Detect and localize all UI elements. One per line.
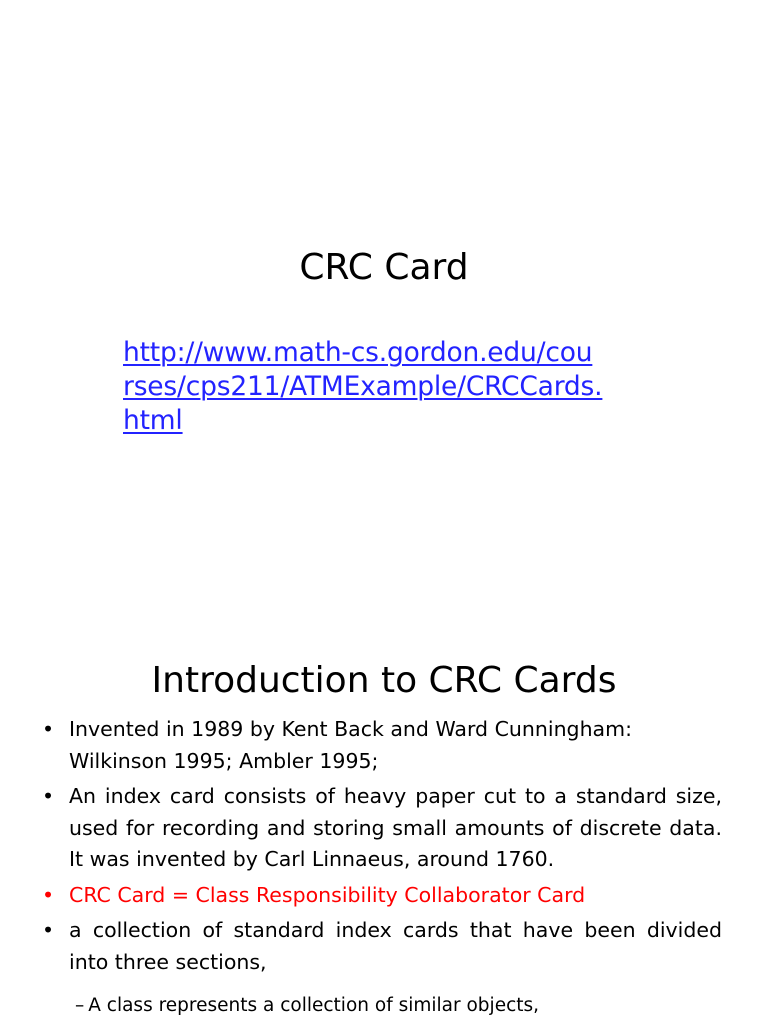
crc-cards-link[interactable] bbox=[123, 336, 653, 438]
bullet-item-crc-definition bbox=[42, 880, 722, 912]
bullet-text: a collection of standard index cards that have been divided into three sections, bbox=[69, 918, 722, 974]
bullet-item-collection bbox=[42, 915, 722, 978]
bullet-dot-icon: • bbox=[42, 918, 55, 942]
link-line-1[interactable]: http://www.math-cs.gordon.edu/cou bbox=[123, 337, 593, 368]
bullet-dot-icon: • bbox=[42, 784, 55, 808]
sub-bullet-class bbox=[75, 992, 539, 1020]
slide-title-crc-card: CRC Card bbox=[299, 247, 469, 289]
bullet-item-index-card bbox=[42, 781, 722, 876]
bullet-text: CRC Card = Class Responsibility Collaborator Card bbox=[69, 882, 586, 907]
bullet-dot-icon: • bbox=[42, 882, 55, 907]
bullet-dot-icon: • bbox=[42, 717, 55, 741]
slide-title-introduction: Introduction to CRC Cards bbox=[151, 659, 617, 701]
bullet-text: Invented in 1989 by Kent Back and Ward Cunningham: Wilkinson 1995; Ambler 1995; bbox=[69, 717, 632, 773]
sub-bullet-text: A class represents a collection of similar objects, bbox=[88, 995, 540, 1016]
dash-icon: – bbox=[75, 995, 85, 1016]
link-line-3[interactable]: html bbox=[123, 405, 183, 436]
bullet-item-invented bbox=[42, 714, 722, 777]
bullet-list bbox=[42, 714, 722, 982]
link-line-2[interactable]: rses/cps211/ATMExample/CRCCards. bbox=[123, 371, 603, 402]
bullet-text: An index card consists of heavy paper cut to a standard size, used for recording and storing small amounts of discrete data. It was invented by Carl Linnaeus, around 1760. bbox=[69, 784, 722, 871]
